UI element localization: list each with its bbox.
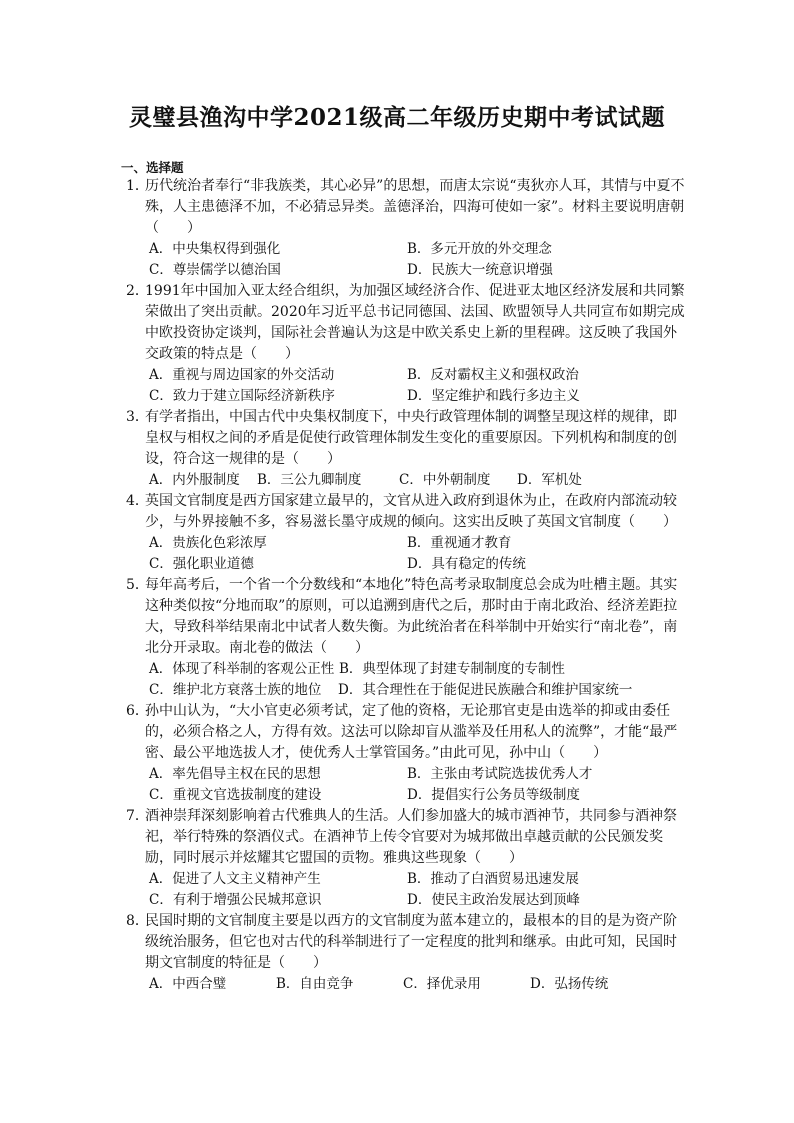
question-8 — [126, 911, 686, 995]
options — [126, 974, 686, 995]
option-c[interactable]: C．中外朝制度 — [399, 472, 491, 488]
option-a[interactable]: A．促进了人文主义精神产生 — [149, 871, 321, 887]
option-b[interactable]: B．主张由考试院选拔优秀人才 — [407, 766, 593, 782]
question-stem — [126, 176, 686, 239]
option-c[interactable]: C．择优录用 — [403, 976, 481, 992]
question-text: 历代统治者奉行“非我族类，其心必异”的思想，而唐太宗说“夷狄亦人耳，其情与中夏不殊，人主患德泽不加，不必猜忌异类。盖德泽治，四海可使如一家”。材料主要说明唐朝（ ） — [145, 178, 685, 236]
option-c[interactable]: C．致力于建立国际经济新秩序 — [149, 388, 335, 404]
option-b[interactable]: B．重视通才教育 — [407, 535, 512, 551]
options — [126, 239, 686, 281]
question-number: 4． — [126, 493, 149, 509]
option-d[interactable]: D．其合理性在于能促进民族融合和维护国家统一 — [338, 682, 633, 698]
question-text: 1991年中国加入亚太经合组织，为加强区域经济合作、促进亚太地区经济发展和共同繁荣做出了突出贡献。2020年习近平总书记同德国、法国、欧盟领导人共同宣布如期完成中欧投资协定谈判，国际社会普遍认为这是中欧关系史上新的里程碑。这反映了我国外交政策的特点是（ ） — [145, 283, 685, 362]
option-b[interactable]: B．三公九卿制度 — [257, 472, 362, 488]
option-d[interactable]: D．使民主政治发展达到顶峰 — [407, 892, 580, 908]
question-stem — [126, 911, 686, 974]
question-number: 5． — [126, 577, 149, 593]
option-d[interactable]: D．民族大一统意识增强 — [407, 262, 553, 278]
question-5 — [126, 575, 686, 701]
question-text: 有学者指出，中国古代中央集权制度下，中央行政管理体制的调整呈现这样的规律，即皇权与相权之间的矛盾是促使行政管理体制发生变化的重要原因。下列机构和制度的创设，符合这一规律的是（ ） — [145, 409, 677, 467]
question-7 — [126, 806, 686, 911]
option-c[interactable]: C．强化职业道德 — [149, 556, 254, 572]
question-text: 酒神崇拜深刻影响着古代雅典人的生活。人们参加盛大的城市酒神节，共同参与酒神祭祀，举行特殊的祭酒仪式。在酒神节上传令官要对为城邦做出卓越贡献的公民颁发奖励，同时展示并炫耀其它盟国的贡物。雅典这些现象（ ） — [145, 808, 677, 866]
options — [126, 764, 686, 806]
options — [126, 659, 686, 701]
question-number: 6． — [126, 703, 149, 719]
question-text: 英国文官制度是西方国家建立最早的，文官从进入政府到退休为止，在政府内部流动较少，与外界接触不多，容易滋长墨守成规的倾向。这实出反映了英国文官制度（ ） — [145, 493, 677, 530]
question-text: 民国时期的文官制度主要是以西方的文官制度为蓝本建立的，最根本的目的是为资产阶级统治服务，但它也对古代的科举制进行了一定程度的批判和继承。由此可知，民国时期文官制度的特征是（ ） — [145, 913, 677, 971]
option-d[interactable]: D．军机处 — [517, 472, 582, 488]
question-stem — [126, 806, 686, 869]
options — [126, 470, 686, 491]
option-a[interactable]: A．中西合璧 — [149, 976, 227, 992]
option-c[interactable]: C．有利于增强公民城邦意识 — [149, 892, 322, 908]
question-stem — [126, 281, 686, 365]
question-stem — [126, 575, 686, 659]
option-a[interactable]: A．体现了科举制的客观公正性 — [149, 661, 335, 677]
question-2 — [126, 281, 686, 407]
option-b[interactable]: B．推动了白酒贸易迅速发展 — [407, 871, 579, 887]
question-list — [126, 176, 686, 995]
question-number: 3． — [126, 409, 149, 425]
exam-title: 灵璧县渔沟中学2021级高二年级历史期中考试试题 — [128, 104, 665, 131]
option-d[interactable]: D．具有稳定的传统 — [407, 556, 526, 572]
option-b[interactable]: B．典型体现了封建专制制度的专制性 — [339, 661, 565, 677]
option-d[interactable]: D．提倡实行公务员等级制度 — [407, 787, 580, 803]
option-c[interactable]: C．重视文官选拔制度的建设 — [149, 787, 322, 803]
option-a[interactable]: A．内外服制度 — [149, 472, 240, 488]
option-b[interactable]: B．自由竞争 — [276, 976, 354, 992]
question-stem — [126, 701, 686, 764]
option-a[interactable]: A．贵族化色彩浓厚 — [149, 535, 267, 551]
question-stem — [126, 491, 686, 533]
question-text: 孙中山认为，“大小官吏必须考试，定了他的资格，无论那官吏是由选举的抑或由委任的，必须合格之人，方得有效。这法可以除却盲从滥举及任用私人的流弊”，才能“最严密、最公平地选拔人才，使优秀人士掌管国务。”由此可见，孙中山（ ） — [145, 703, 678, 761]
option-d[interactable]: D．弘扬传统 — [530, 976, 609, 992]
question-text: 每年高考后，一个省一个分数线和“本地化”特色高考录取制度总会成为吐槽主题。其实这种类似按“分地而取”的原则，可以追溯到唐代之后，那时由于南北政治、经济差距拉大，导致科举结果南北中试者人数失衡。为此统治者在科举制中开始实行“南北卷”，南北分开录取。南北卷的做法（ ） — [145, 577, 678, 656]
question-number: 8． — [126, 913, 149, 929]
question-1 — [126, 176, 686, 281]
option-b[interactable]: B．反对霸权主义和强权政治 — [407, 367, 579, 383]
section-heading: 一、选择题 — [121, 160, 184, 175]
question-number: 2． — [126, 283, 149, 299]
question-stem — [126, 407, 686, 470]
options — [126, 869, 686, 911]
question-3 — [126, 407, 686, 491]
option-a[interactable]: A．率先倡导主权在民的思想 — [149, 766, 321, 782]
question-number: 1． — [126, 178, 149, 194]
options — [126, 365, 686, 407]
option-d[interactable]: D．坚定维护和践行多边主义 — [407, 388, 580, 404]
question-6 — [126, 701, 686, 806]
option-b[interactable]: B．多元开放的外交理念 — [407, 241, 552, 257]
option-a[interactable]: A．中央集权得到强化 — [149, 241, 281, 257]
question-4 — [126, 491, 686, 575]
option-c[interactable]: C．维护北方衰落士族的地位 — [149, 682, 322, 698]
option-c[interactable]: C．尊崇儒学以德治国 — [149, 262, 281, 278]
option-a[interactable]: A．重视与周边国家的外交活动 — [149, 367, 335, 383]
options — [126, 533, 686, 575]
question-number: 7． — [126, 808, 149, 824]
